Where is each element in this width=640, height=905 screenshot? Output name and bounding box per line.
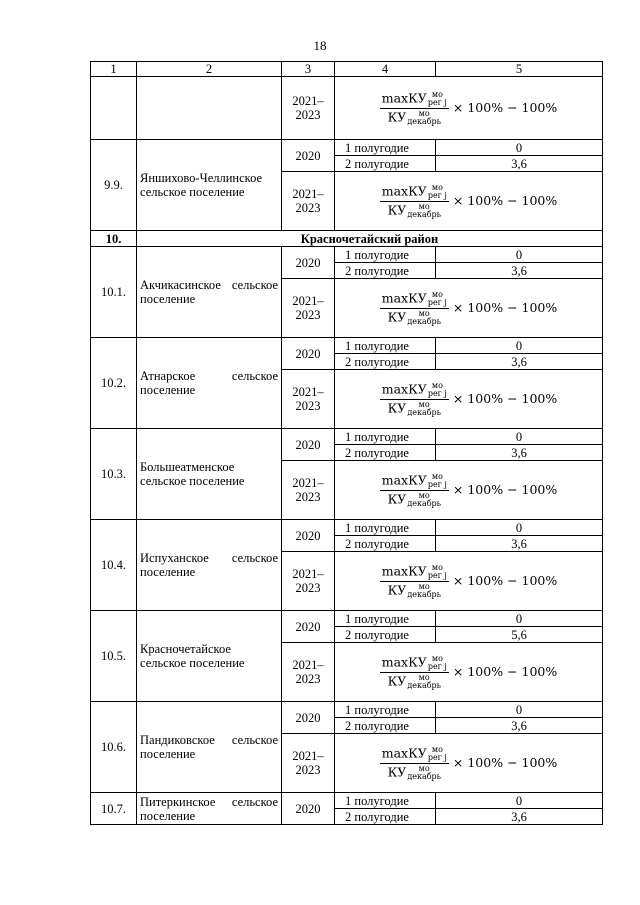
index-formula [338, 291, 599, 326]
formula-sup: мо [418, 581, 430, 591]
years-cell [282, 279, 335, 338]
formula-ku: КУ [387, 109, 407, 124]
years-range: 2021– 2023 [292, 385, 324, 413]
value-half-2: 3,6 [436, 156, 603, 172]
formula-supsub [407, 110, 441, 126]
years-range: 2021– 2023 [292, 94, 324, 122]
formula-sub-num: рег j [427, 297, 447, 307]
value-half-2: 3,6 [436, 263, 603, 279]
formula-supsub [428, 382, 447, 398]
formula-sup: мо [431, 289, 443, 299]
formula-max: max [381, 183, 409, 198]
formula-supsub [407, 492, 441, 508]
table-row [91, 140, 603, 156]
formula-ku: КУ [387, 764, 407, 779]
formula-multiplier: × 100% − 100% [452, 100, 558, 115]
formula-ku: КУ [387, 309, 407, 324]
formula-supsub [428, 473, 447, 489]
formula-sup: мо [431, 182, 443, 192]
col-header-1: 1 [91, 62, 137, 77]
index-formula [338, 655, 599, 690]
table-row [91, 77, 603, 140]
formula-fraction [380, 291, 449, 326]
half-year-1: 1 полугодие [335, 702, 436, 718]
formula-supsub [407, 765, 441, 781]
value-half-1: 0 [436, 247, 603, 263]
index-formula [338, 564, 599, 599]
settlement-name: Пандиковское сельское поселение [137, 702, 282, 793]
formula-sup: мо [418, 490, 430, 500]
formula-sub-num: рег j [427, 479, 447, 489]
formula-sup: мо [418, 672, 430, 682]
formula-denominator [386, 109, 443, 126]
formula-cell [335, 370, 603, 429]
year-2020: 2020 [282, 140, 335, 172]
region-row [91, 231, 603, 247]
years-range: 2021– 2023 [292, 749, 324, 777]
formula-max: max [381, 654, 409, 669]
tariff-table [90, 61, 603, 825]
formula-sub-num: рег j [427, 570, 447, 580]
formula-numerator [380, 382, 449, 400]
row-number [91, 77, 137, 140]
formula-cell [335, 552, 603, 611]
years-cell [282, 77, 335, 140]
formula-sup: мо [431, 744, 443, 754]
table-row [91, 247, 603, 263]
settlement-name: Испуханское сельское поселение [137, 520, 282, 611]
formula-sup: мо [418, 763, 430, 773]
formula-numerator [380, 746, 449, 764]
formula-numerator [380, 473, 449, 491]
formula-sub-den: декабрь [407, 209, 442, 219]
index-formula [338, 746, 599, 781]
settlement-name: Яншихово-Челлинское сельское поселение [137, 140, 282, 231]
formula-sub-den: декабрь [407, 116, 442, 126]
formula-sub-den: декабрь [407, 589, 442, 599]
index-formula [338, 91, 599, 126]
formula-ku: КУ [387, 202, 407, 217]
years-range: 2021– 2023 [292, 294, 324, 322]
formula-cell [335, 734, 603, 793]
formula-max: max [381, 472, 409, 487]
table-row [91, 702, 603, 718]
formula-multiplier: × 100% − 100% [452, 573, 558, 588]
years-range: 2021– 2023 [292, 476, 324, 504]
row-number: 10.5. [91, 611, 137, 702]
settlement-name [137, 77, 282, 140]
formula-sub-den: декабрь [407, 771, 442, 781]
half-year-2: 2 полугодие [335, 627, 436, 643]
year-2020: 2020 [282, 338, 335, 370]
formula-numerator [380, 91, 449, 109]
formula-sub-den: декабрь [407, 498, 442, 508]
formula-sup: мо [418, 308, 430, 318]
year-2020: 2020 [282, 793, 335, 825]
formula-numerator [380, 184, 449, 202]
col-header-3: 3 [282, 62, 335, 77]
half-year-1: 1 полугодие [335, 520, 436, 536]
formula-fraction [380, 91, 449, 126]
half-year-1: 1 полугодие [335, 793, 436, 809]
formula-denominator [386, 764, 443, 781]
half-year-2: 2 полугодие [335, 445, 436, 461]
formula-multiplier: × 100% − 100% [452, 755, 558, 770]
col-header-4: 4 [335, 62, 436, 77]
formula-supsub [428, 184, 447, 200]
formula-supsub [428, 91, 447, 107]
formula-cell [335, 172, 603, 231]
formula-max: max [381, 563, 409, 578]
half-year-2: 2 полугодие [335, 718, 436, 734]
value-half-2: 3,6 [436, 354, 603, 370]
years-cell [282, 734, 335, 793]
formula-ku: КУ [387, 582, 407, 597]
row-number: 10.7. [91, 793, 137, 825]
column-header-row [91, 62, 603, 77]
table-row [91, 338, 603, 354]
index-formula [338, 473, 599, 508]
formula-fraction [380, 184, 449, 219]
half-year-1: 1 полугодие [335, 611, 436, 627]
years-cell [282, 461, 335, 520]
formula-cell [335, 279, 603, 338]
formula-fraction [380, 746, 449, 781]
formula-cell [335, 461, 603, 520]
value-half-1: 0 [436, 338, 603, 354]
table-row [91, 520, 603, 536]
settlement-name: Красночетайское сельское поселение [137, 611, 282, 702]
region-name: Красночетайский район [137, 231, 603, 247]
row-number: 10.3. [91, 429, 137, 520]
year-2020: 2020 [282, 247, 335, 279]
value-half-1: 0 [436, 702, 603, 718]
row-number: 10.1. [91, 247, 137, 338]
years-cell [282, 643, 335, 702]
years-range: 2021– 2023 [292, 567, 324, 595]
formula-denominator [386, 491, 443, 508]
page-number: 18 [313, 38, 327, 53]
formula-cell [335, 643, 603, 702]
formula-sup: мо [431, 562, 443, 572]
formula-supsub [407, 310, 441, 326]
half-year-2: 2 полугодие [335, 354, 436, 370]
years-cell [282, 172, 335, 231]
value-half-1: 0 [436, 793, 603, 809]
year-2020: 2020 [282, 702, 335, 734]
formula-sub-den: декабрь [407, 407, 442, 417]
year-2020: 2020 [282, 520, 335, 552]
formula-multiplier: × 100% − 100% [452, 664, 558, 679]
half-year-2: 2 полугодие [335, 263, 436, 279]
value-half-2: 3,6 [436, 718, 603, 734]
row-number: 10.4. [91, 520, 137, 611]
formula-ku: КУ [408, 563, 427, 578]
formula-multiplier: × 100% − 100% [452, 193, 558, 208]
col-header-2: 2 [137, 62, 282, 77]
formula-supsub [407, 203, 441, 219]
formula-multiplier: × 100% − 100% [452, 391, 558, 406]
formula-sub-num: рег j [427, 190, 447, 200]
years-cell [282, 370, 335, 429]
formula-ku: КУ [408, 472, 427, 487]
formula-sub-den: декабрь [407, 316, 442, 326]
formula-supsub [407, 674, 441, 690]
formula-sup: мо [431, 380, 443, 390]
formula-sup: мо [431, 653, 443, 663]
value-half-1: 0 [436, 611, 603, 627]
formula-cell [335, 77, 603, 140]
formula-sub-num: рег j [427, 661, 447, 671]
table-row [91, 793, 603, 809]
row-number: 10.6. [91, 702, 137, 793]
formula-denominator [386, 673, 443, 690]
formula-supsub [428, 655, 447, 671]
table-row [91, 611, 603, 627]
settlement-name: Акчикасинское сельское поселение [137, 247, 282, 338]
col-header-5: 5 [436, 62, 603, 77]
formula-max: max [381, 290, 409, 305]
half-year-2: 2 полугодие [335, 536, 436, 552]
formula-ku: КУ [387, 400, 407, 415]
formula-sup: мо [418, 201, 430, 211]
settlement-name: Атнарское сельское поселение [137, 338, 282, 429]
formula-fraction [380, 655, 449, 690]
formula-numerator [380, 655, 449, 673]
formula-supsub [407, 583, 441, 599]
formula-denominator [386, 202, 443, 219]
formula-ku: КУ [408, 654, 427, 669]
table-row [91, 429, 603, 445]
formula-ku: КУ [408, 183, 427, 198]
formula-ku: КУ [408, 90, 427, 105]
formula-max: max [381, 381, 409, 396]
half-year-1: 1 полугодие [335, 140, 436, 156]
row-number: 9.9. [91, 140, 137, 231]
half-year-1: 1 полугодие [335, 338, 436, 354]
years-range: 2021– 2023 [292, 658, 324, 686]
half-year-2: 2 полугодие [335, 809, 436, 825]
years-cell [282, 552, 335, 611]
formula-sub-num: рег j [427, 388, 447, 398]
year-2020: 2020 [282, 611, 335, 643]
half-year-1: 1 полугодие [335, 429, 436, 445]
value-half-1: 0 [436, 520, 603, 536]
years-range: 2021– 2023 [292, 187, 324, 215]
index-formula [338, 382, 599, 417]
formula-supsub [428, 564, 447, 580]
formula-ku: КУ [387, 491, 407, 506]
formula-multiplier: × 100% − 100% [452, 300, 558, 315]
value-half-1: 0 [436, 140, 603, 156]
region-number: 10. [91, 231, 137, 247]
formula-max: max [381, 745, 409, 760]
value-half-2: 5,6 [436, 627, 603, 643]
formula-ku: КУ [408, 745, 427, 760]
formula-sup: мо [418, 399, 430, 409]
formula-numerator [380, 291, 449, 309]
formula-sup: мо [418, 108, 430, 118]
formula-supsub [428, 291, 447, 307]
formula-sup: мо [431, 89, 443, 99]
formula-supsub [428, 746, 447, 762]
row-number: 10.2. [91, 338, 137, 429]
value-half-2: 3,6 [436, 809, 603, 825]
half-year-1: 1 полугодие [335, 247, 436, 263]
formula-supsub [407, 401, 441, 417]
year-2020: 2020 [282, 429, 335, 461]
settlement-name: Большеатменское сельское поселение [137, 429, 282, 520]
value-half-1: 0 [436, 429, 603, 445]
value-half-2: 3,6 [436, 536, 603, 552]
formula-numerator [380, 564, 449, 582]
formula-denominator [386, 309, 443, 326]
formula-fraction [380, 382, 449, 417]
formula-fraction [380, 564, 449, 599]
formula-denominator [386, 400, 443, 417]
index-formula [338, 184, 599, 219]
formula-denominator [386, 582, 443, 599]
formula-fraction [380, 473, 449, 508]
settlement-name: Питеркинское сельское поселение [137, 793, 282, 825]
formula-ku: КУ [408, 290, 427, 305]
formula-multiplier: × 100% − 100% [452, 482, 558, 497]
formula-sub-den: декабрь [407, 680, 442, 690]
formula-sup: мо [431, 471, 443, 481]
formula-sub-num: рег j [427, 752, 447, 762]
half-year-2: 2 полугодие [335, 156, 436, 172]
value-half-2: 3,6 [436, 445, 603, 461]
formula-ku: КУ [408, 381, 427, 396]
formula-sub-num: рег j [427, 97, 447, 107]
formula-max: max [381, 90, 409, 105]
formula-ku: КУ [387, 673, 407, 688]
